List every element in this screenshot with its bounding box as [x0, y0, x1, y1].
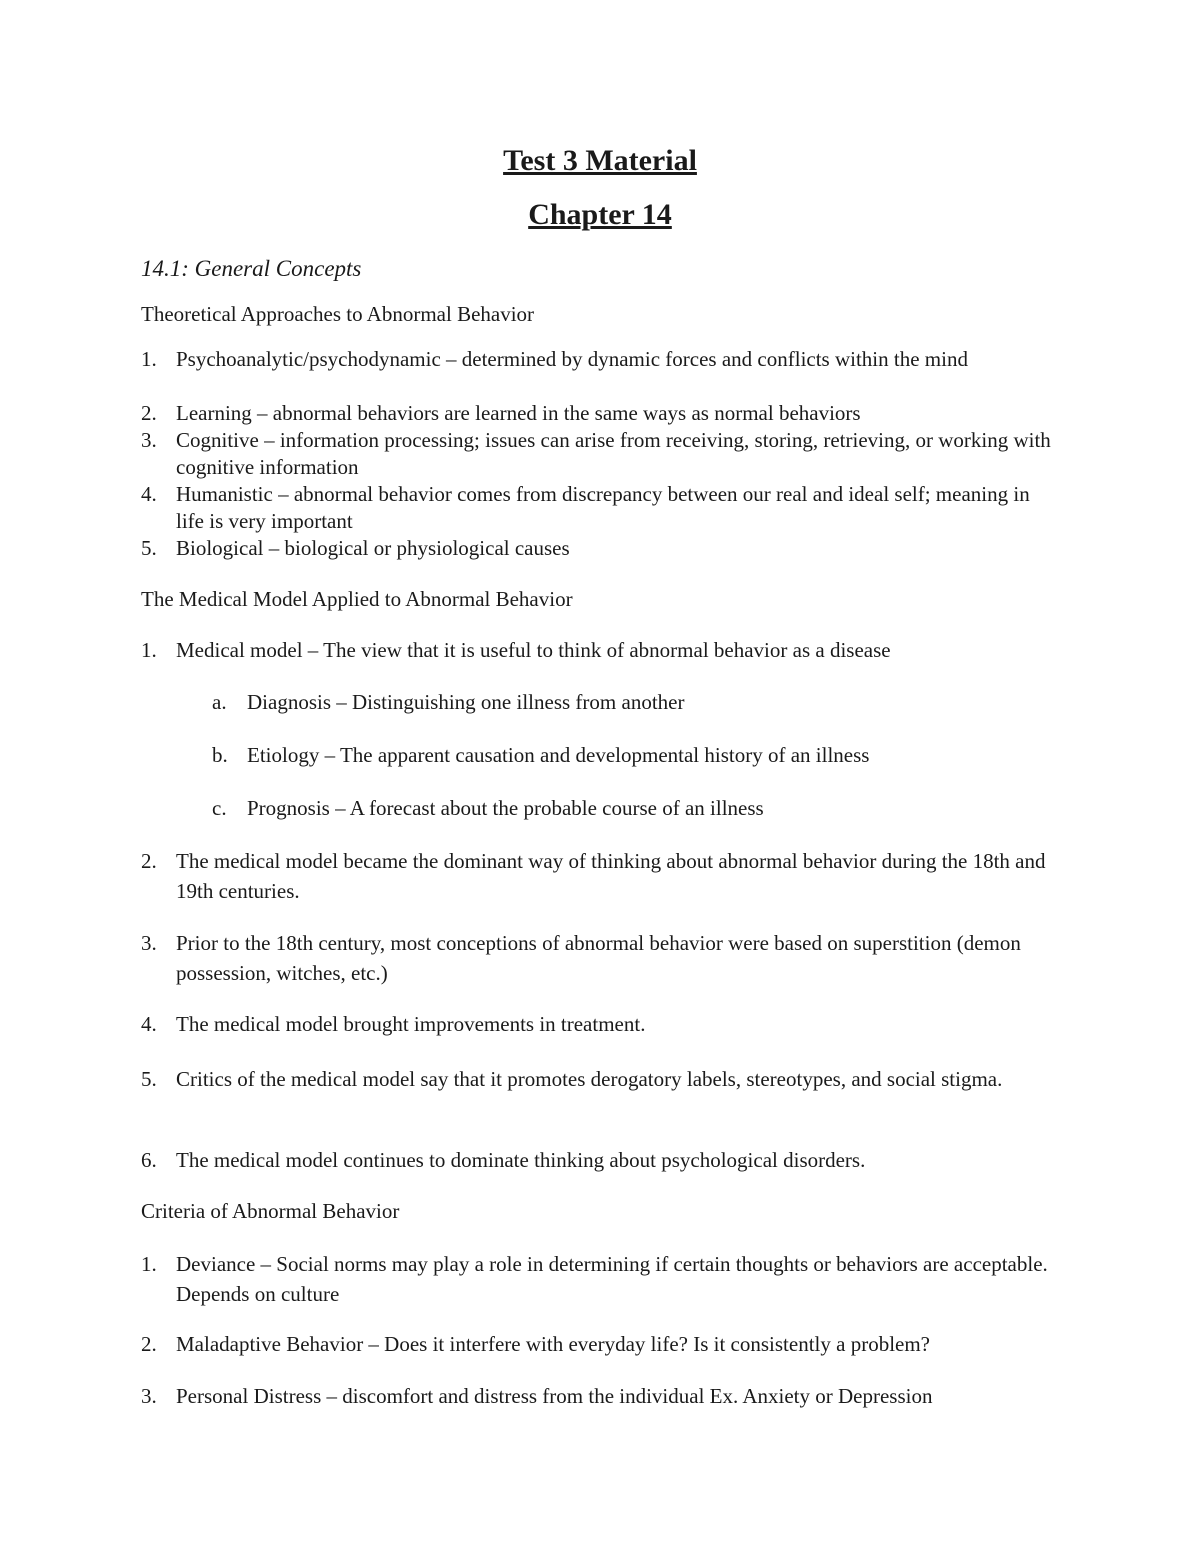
list-number: 2. [141, 401, 157, 425]
chapter-heading: Chapter 14 [528, 198, 672, 231]
list-text: Biological – biological or physiological causes [176, 536, 570, 560]
sub-list-item [212, 795, 1072, 822]
list-item [141, 427, 1061, 481]
list-item [141, 637, 1061, 664]
list-number: 2. [141, 1332, 157, 1356]
list-item [141, 400, 1061, 427]
list-number: 4. [141, 482, 157, 506]
sub-list-item [212, 742, 1072, 769]
list-number: 5. [141, 1067, 157, 1091]
list-number: 2. [141, 849, 157, 873]
list-number: 5. [141, 536, 157, 560]
list-item [141, 928, 1061, 988]
list-letter: a. [212, 690, 227, 714]
list-text: Humanistic – abnormal behavior comes from discrepancy between our real and ideal self; meaning in life is very important [176, 482, 1030, 533]
list-number: 4. [141, 1012, 157, 1036]
list-text: Medical model – The view that it is useful to think of abnormal behavior as a disease [176, 638, 891, 662]
list-text: Critics of the medical model say that it promotes derogatory labels, stereotypes, and social stigma. [176, 1067, 1003, 1091]
list-text: Prognosis – A forecast about the probable course of an illness [247, 796, 764, 820]
list-number: 1. [141, 1252, 157, 1276]
list-item [141, 346, 1061, 373]
list-text: The medical model became the dominant way of thinking about abnormal behavior during the 18th and 19th centuries. [176, 849, 1046, 903]
theoretical-heading: Theoretical Approaches to Abnormal Behavior [141, 302, 535, 326]
list-number: 6. [141, 1148, 157, 1172]
list-item [141, 1331, 1061, 1358]
list-item [141, 846, 1061, 906]
list-item [141, 1383, 1061, 1410]
list-text: Personal Distress – discomfort and distress from the individual Ex. Anxiety or Depression [176, 1384, 933, 1408]
list-item [141, 481, 1061, 535]
list-text: The medical model continues to dominate thinking about psychological disorders. [176, 1148, 866, 1172]
list-item [141, 1147, 1061, 1174]
list-number: 3. [141, 428, 157, 452]
list-number: 3. [141, 1384, 157, 1408]
list-item [141, 1011, 1061, 1038]
list-item [141, 1249, 1061, 1309]
list-text: Diagnosis – Distinguishing one illness from another [247, 690, 685, 714]
list-item [141, 1064, 1061, 1094]
list-letter: b. [212, 743, 228, 767]
list-number: 1. [141, 638, 157, 662]
list-text: Deviance – Social norms may play a role in determining if certain thoughts or behaviors are acceptable. Depends on culture [176, 1252, 1048, 1306]
list-text: Learning – abnormal behaviors are learned in the same ways as normal behaviors [176, 401, 861, 425]
list-text: Cognitive – information processing; issues can arise from receiving, storing, retrieving, or working with cognitive information [176, 428, 1051, 479]
list-number: 1. [141, 347, 157, 371]
document-title: Test 3 Material [503, 144, 697, 177]
list-number: 3. [141, 931, 157, 955]
list-text: The medical model brought improvements in treatment. [176, 1012, 646, 1036]
list-text: Prior to the 18th century, most conceptions of abnormal behavior were based on superstition (demon possession, witches, etc.) [176, 931, 1021, 985]
list-item [141, 535, 1061, 562]
list-text: Maladaptive Behavior – Does it interfere with everyday life? Is it consistently a problem? [176, 1332, 931, 1356]
section-title: 14.1: General Concepts [141, 256, 362, 281]
sub-list-item [212, 689, 1072, 716]
list-letter: c. [212, 796, 227, 820]
medical-model-heading: The Medical Model Applied to Abnormal Behavior [141, 587, 573, 611]
list-text: Etiology – The apparent causation and developmental history of an illness [247, 743, 870, 767]
criteria-heading: Criteria of Abnormal Behavior [141, 1199, 400, 1223]
list-text: Psychoanalytic/psychodynamic – determined by dynamic forces and conflicts within the mind [176, 347, 968, 371]
